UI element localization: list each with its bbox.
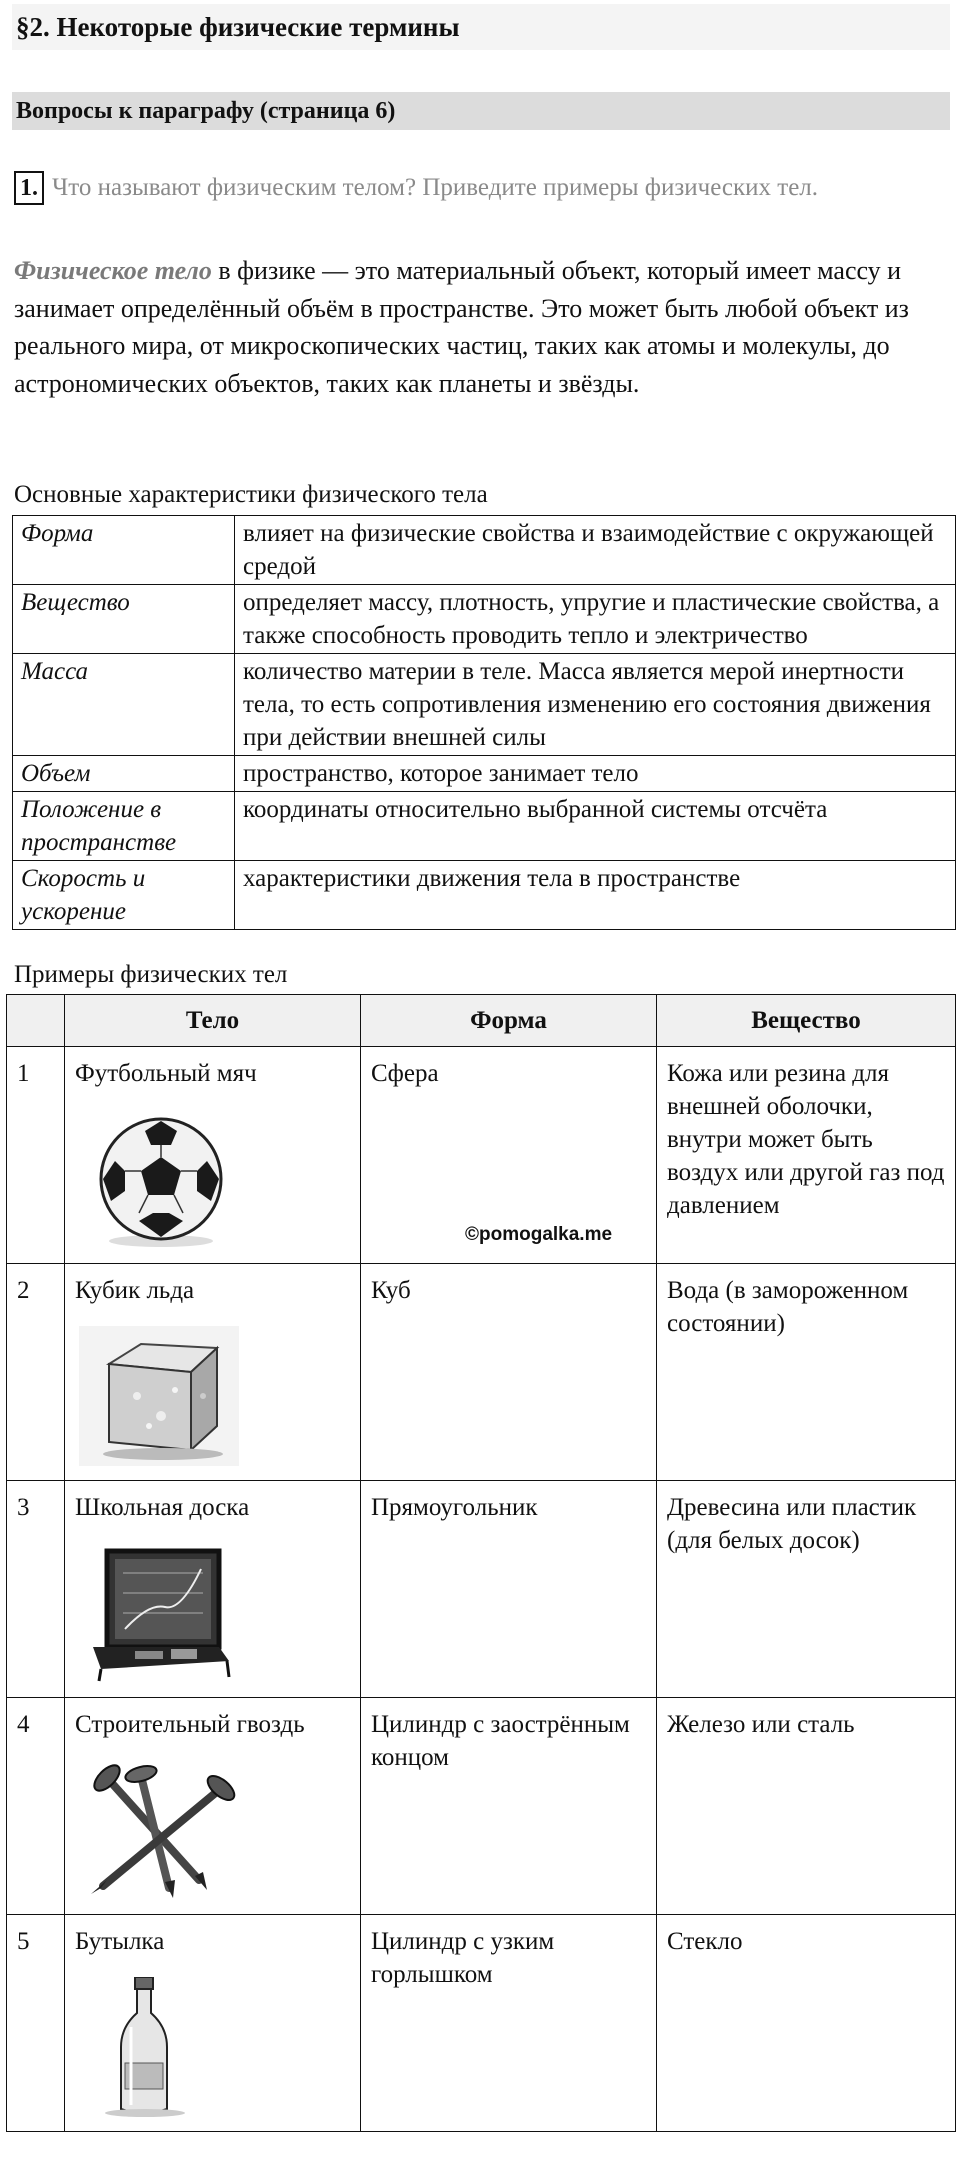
description-cell: влияет на физические свойства и взаимодействие с окружающей средой bbox=[235, 516, 956, 585]
substance-cell: Стекло bbox=[657, 1915, 956, 2132]
property-cell: Вещество bbox=[13, 585, 235, 654]
property-cell: Масса bbox=[13, 654, 235, 756]
number-header bbox=[7, 995, 65, 1047]
table-row bbox=[13, 654, 956, 756]
answer-term: Физическое тело bbox=[14, 256, 212, 285]
body-name: Строительный гвоздь bbox=[75, 1711, 305, 1738]
ice-cube-illustration bbox=[79, 1326, 239, 1466]
watermark: ©pomogalka.me bbox=[465, 1224, 613, 1245]
question-text: Что называют физическим телом? Приведите примеры физических тел. bbox=[52, 174, 819, 201]
form-cell: Цилиндр с узким горлышком bbox=[361, 1915, 657, 2132]
examples-table bbox=[6, 994, 956, 2132]
form-header: Форма bbox=[361, 995, 657, 1047]
chalkboard-illustration bbox=[79, 1543, 239, 1683]
form-cell: Прямоугольник bbox=[361, 1481, 657, 1698]
page-title: §2. Некоторые физические термины bbox=[12, 4, 950, 50]
description-cell: определяет массу, плотность, упругие и пластические свойства, а также способность проводить тепло и электричество bbox=[235, 585, 956, 654]
property-cell: Форма bbox=[13, 516, 235, 585]
form-value: Сфера bbox=[371, 1060, 439, 1087]
row-number: 5 bbox=[7, 1915, 65, 2132]
table-row bbox=[7, 1915, 956, 2132]
table-header-row bbox=[7, 995, 956, 1047]
form-cell: Цилиндр с заострённым концом bbox=[361, 1698, 657, 1915]
substance-cell: Кожа или резина для внешней оболочки, внутри может быть воздух или другой газ под давлением bbox=[657, 1047, 956, 1264]
characteristics-table bbox=[12, 515, 956, 930]
property-cell: Положение в пространстве bbox=[13, 792, 235, 861]
examples-caption: Примеры физических тел bbox=[14, 961, 288, 988]
table-row bbox=[13, 861, 956, 930]
nails-illustration bbox=[79, 1760, 239, 1900]
description-cell: пространство, которое занимает тело bbox=[235, 756, 956, 792]
table-row bbox=[13, 792, 956, 861]
body-name: Кубик льда bbox=[75, 1277, 195, 1304]
question bbox=[14, 170, 954, 206]
table-row bbox=[7, 1047, 956, 1264]
property-cell: Скорость и ускорение bbox=[13, 861, 235, 930]
row-number: 3 bbox=[7, 1481, 65, 1698]
substance-cell: Железо или сталь bbox=[657, 1698, 956, 1915]
table-row bbox=[13, 756, 956, 792]
answer-paragraph bbox=[14, 252, 944, 402]
property-cell: Объем bbox=[13, 756, 235, 792]
section-heading: Вопросы к параграфу (страница 6) bbox=[12, 92, 950, 130]
form-cell bbox=[361, 1047, 657, 1264]
answer-text: в физике — это материальный объект, который имеет массу и занимает определённый объём в пространстве. Это может быть любой объект из реального мира, от микроскопических частиц, таких как атомы и молекулы, до астрономических объектов, таких как планеты и звёзды. bbox=[14, 256, 909, 398]
substance-header: Вещество bbox=[657, 995, 956, 1047]
row-number: 2 bbox=[7, 1264, 65, 1481]
body-cell bbox=[65, 1915, 361, 2132]
substance-cell: Древесина или пластик (для белых досок) bbox=[657, 1481, 956, 1698]
body-name: Бутылка bbox=[75, 1928, 165, 1955]
row-number: 1 bbox=[7, 1047, 65, 1264]
characteristics-caption: Основные характеристики физического тела bbox=[14, 481, 488, 508]
soccer-ball-illustration bbox=[79, 1109, 239, 1249]
table-row bbox=[13, 516, 956, 585]
body-name: Футбольный мяч bbox=[75, 1060, 257, 1087]
description-cell: координаты относительно выбранной системы отсчёта bbox=[235, 792, 956, 861]
body-cell bbox=[65, 1698, 361, 1915]
body-cell bbox=[65, 1264, 361, 1481]
body-cell bbox=[65, 1047, 361, 1264]
description-cell: характеристики движения тела в пространстве bbox=[235, 861, 956, 930]
bottle-illustration bbox=[79, 1977, 239, 2117]
form-cell: Куб bbox=[361, 1264, 657, 1481]
table-row bbox=[7, 1698, 956, 1915]
table-row bbox=[7, 1264, 956, 1481]
question-number: 1. bbox=[14, 171, 44, 205]
body-cell bbox=[65, 1481, 361, 1698]
body-header: Тело bbox=[65, 995, 361, 1047]
table-row bbox=[13, 585, 956, 654]
body-name: Школьная доска bbox=[75, 1494, 250, 1521]
substance-cell: Вода (в замороженном состоянии) bbox=[657, 1264, 956, 1481]
table-row bbox=[7, 1481, 956, 1698]
description-cell: количество материи в теле. Масса является мерой инертности тела, то есть сопротивления изменению его состояния движения при действии внешней силы bbox=[235, 654, 956, 756]
row-number: 4 bbox=[7, 1698, 65, 1915]
